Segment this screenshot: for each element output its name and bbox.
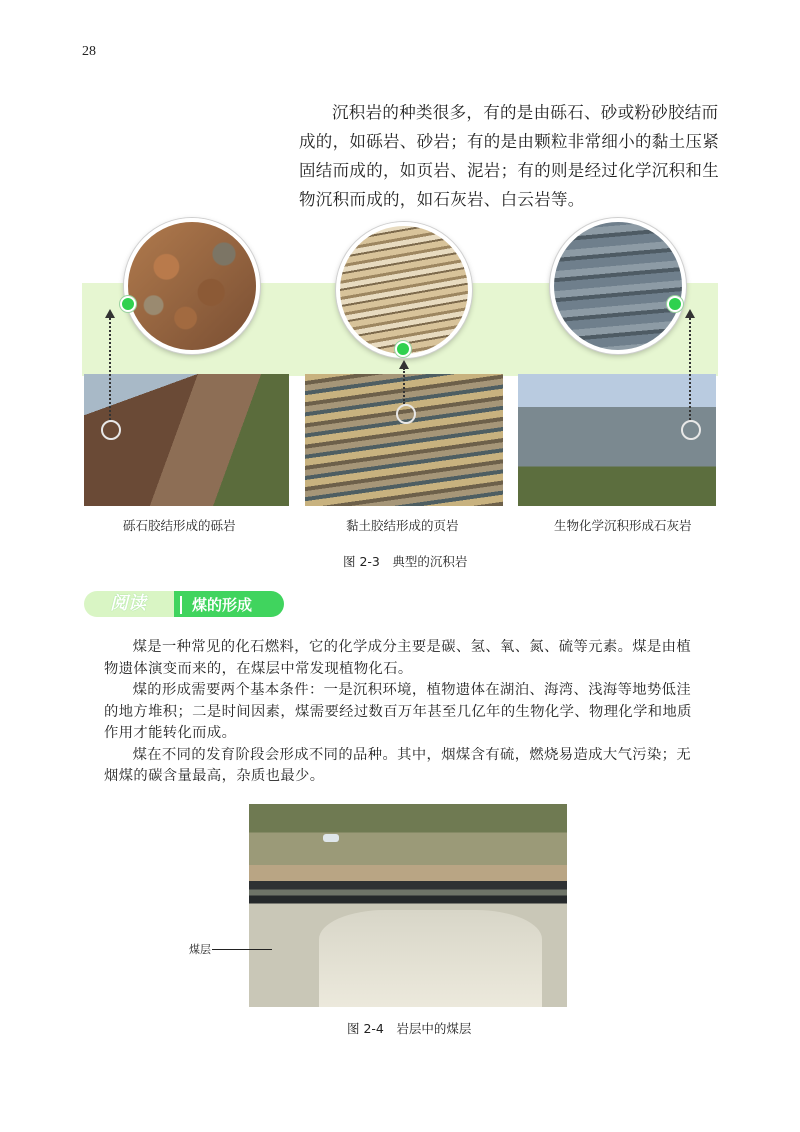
reading-banner-divider: [180, 596, 182, 614]
coal-seam-label: 煤层: [189, 943, 211, 956]
caption-shale: 黏土胶结形成的页岩: [346, 518, 459, 533]
coal-seam-photo: [249, 804, 567, 1007]
intro-text: [299, 98, 719, 214]
reading-paragraph-3: 煤在不同的发育阶段会形成不同的品种。其中，烟煤含有硫，燃烧易造成大气污染；无烟煤的碳含量最高，杂质也最少。: [104, 746, 692, 784]
pointer-arrow-1: [105, 309, 115, 318]
caption-limestone: 生物化学沉积形成石灰岩: [554, 518, 692, 533]
reading-title: 煤的形成: [192, 596, 253, 614]
reading-body: [104, 637, 704, 788]
pointer-arrow-2: [399, 360, 409, 369]
limestone-photo: [518, 374, 716, 506]
pointer-line-2: [403, 368, 405, 404]
vehicle: [323, 834, 339, 842]
sample-ring-2: [396, 404, 416, 424]
reading-label: 阅读: [110, 593, 146, 614]
intro-paragraph: 沉积岩的种类很多，有的是由砾石、砂或粉砂胶结而成的，如砾岩、砂岩；有的是由颗粒非常细小的黏土压紧固结而成的，如页岩、泥岩；有的则是经过化学沉积和生物沉积而成的，如石灰岩、白云岩等。: [299, 103, 719, 209]
conglomerate-closeup-image: [124, 218, 260, 354]
limestone-closeup-image: [550, 218, 686, 354]
marker-dot-2: [395, 341, 411, 357]
figure-2-4-title: 图 2-4 岩层中的煤层: [347, 1021, 472, 1036]
figure-2-3-title: 图 2-3 典型的沉积岩: [343, 554, 468, 569]
marker-dot-3: [667, 296, 683, 312]
marker-dot-1: [120, 296, 136, 312]
pointer-line-3: [689, 318, 691, 420]
reading-paragraph-2: 煤的形成需要两个基本条件：一是沉积环境，植物遗体在湖泊、海湾、浅海等地势低洼的地方堆积；二是时间因素，煤需要经过数百万年甚至几亿年的生物化学、物理化学和地质作用才能转化而成。: [104, 682, 692, 741]
pointer-line-1: [109, 318, 111, 420]
sample-ring-1: [101, 420, 121, 440]
caption-conglomerate: 砾石胶结形成的砾岩: [123, 518, 236, 533]
coal-seam-leader-line: [212, 949, 272, 950]
quarry-pit: [319, 910, 542, 1007]
page-number: 28: [82, 44, 96, 59]
shale-closeup-image: [336, 222, 472, 358]
pointer-arrow-3: [685, 309, 695, 318]
sample-ring-3: [681, 420, 701, 440]
reading-paragraph-1: 煤是一种常见的化石燃料，它的化学成分主要是碳、氢、氧、氮、硫等元素。煤是由植物遗体演变而来的，在煤层中常发现植物化石。: [104, 639, 692, 677]
conglomerate-photo: [84, 374, 289, 506]
